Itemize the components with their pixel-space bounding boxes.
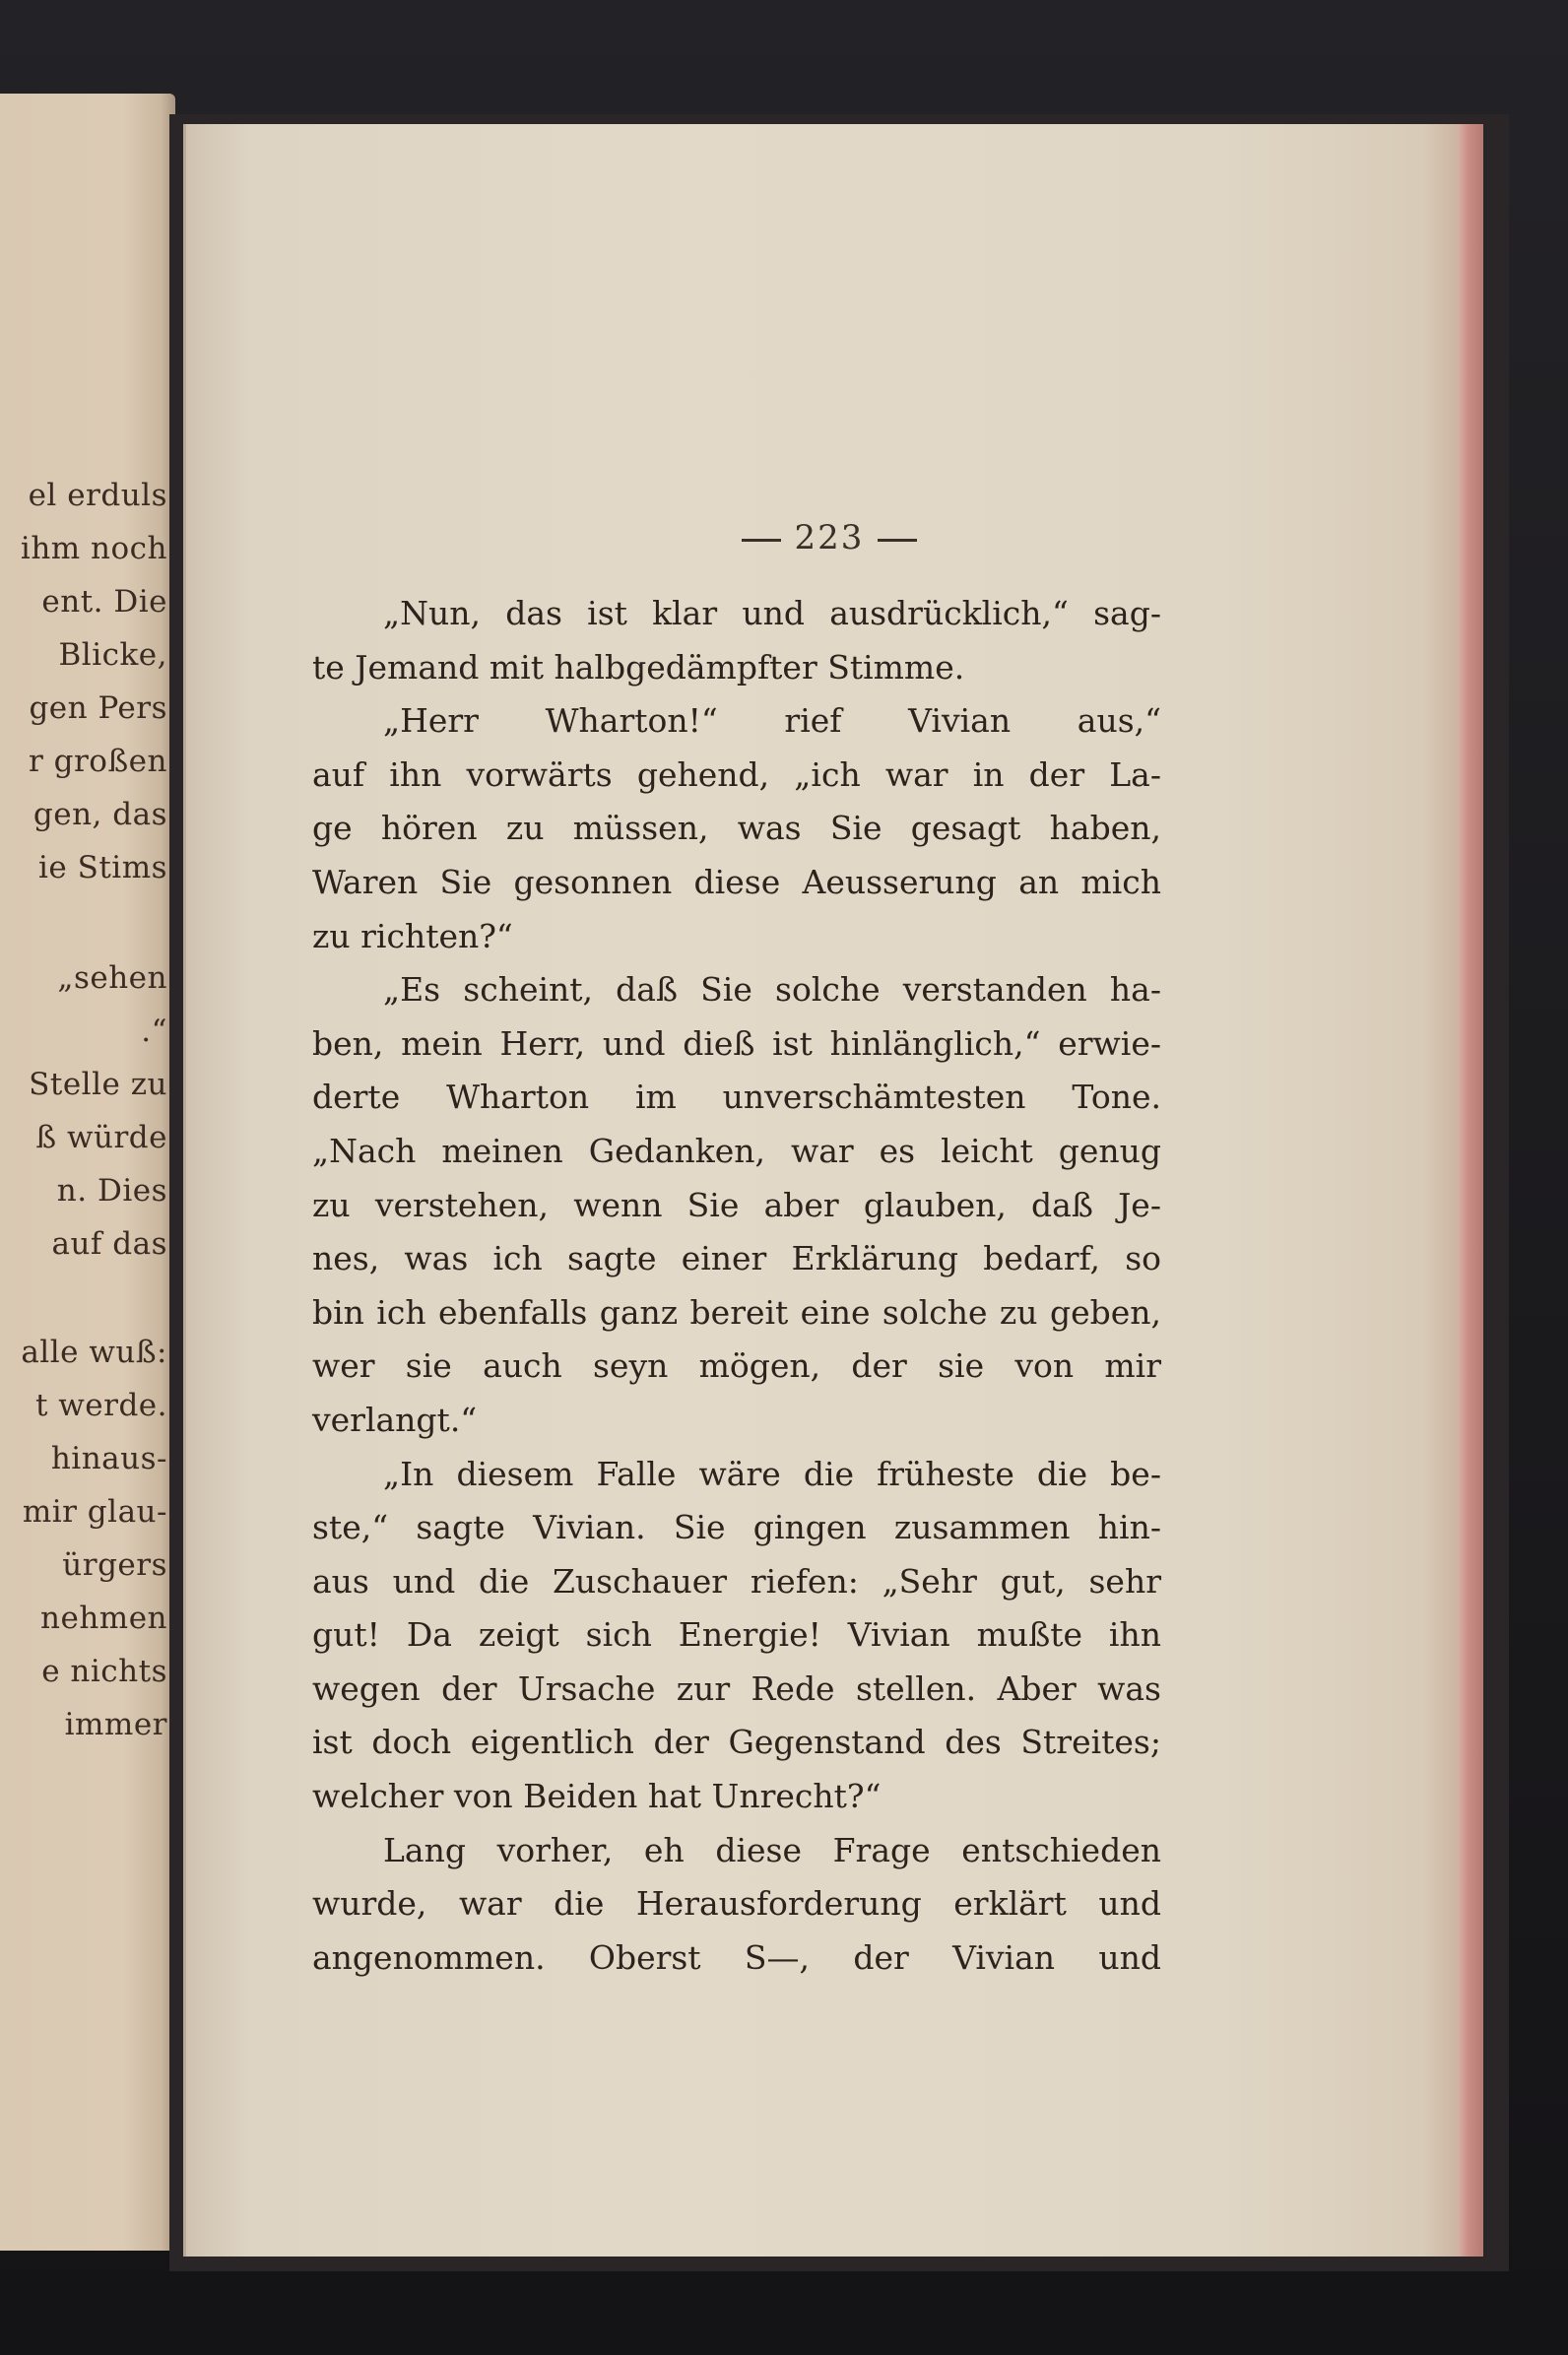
left-page-fragment: mir glau-	[22, 1494, 167, 1530]
text-line: ben, mein Herr, und dieß ist hinlänglich,“ erwie-	[312, 1023, 1161, 1063]
left-page-fragment: auf das	[51, 1226, 167, 1262]
text-line: zu richten?“	[312, 916, 513, 955]
left-page-fragment: t werde.	[34, 1388, 167, 1423]
left-page-fragment: Stelle zu	[29, 1067, 167, 1102]
left-page-fragment: ihm noch	[20, 531, 167, 566]
text-line: te Jemand mit halbgedämpfter Stimme.	[312, 647, 965, 687]
left-page-fragment: el erduls	[28, 478, 167, 513]
text-line: aus und die Zuschauer riefen: „Sehr gut, sehr	[312, 1561, 1161, 1601]
left-page-fragment: hinaus-	[50, 1441, 167, 1476]
text-line: „Nun, das ist klar und ausdrücklich,“ sag-	[383, 594, 1161, 632]
body-text	[312, 587, 1161, 1985]
left-page-fragment: ent. Die	[41, 584, 167, 620]
text-line: „Es scheint, daß Sie solche verstanden ha-	[383, 970, 1161, 1010]
text-line: wegen der Ursache zur Rede stellen. Aber was	[312, 1668, 1161, 1708]
left-page-fragment: Blicke,	[58, 637, 167, 673]
text-line: Waren Sie gesonnen diese Aeusserung an mich	[312, 862, 1161, 901]
page-number-dash	[742, 539, 781, 542]
text-line: ist doch eigentlich der Gegenstand des Streites;	[312, 1723, 1161, 1762]
text-line: wer sie auch seyn mögen, der sie von mir	[312, 1346, 1161, 1386]
text-line: derte Wharton im unverschämtesten Tone.	[312, 1078, 1161, 1117]
text-line: gut! Da zeigt sich Energie! Vivian mußte ihn	[312, 1615, 1161, 1655]
text-line: auf ihn vorwärts gehend, „ich war in der La-	[312, 754, 1161, 794]
text-line: zu verstehen, wenn Sie aber glauben, daß Je-	[312, 1185, 1161, 1224]
text-line: „In diesem Falle wäre die früheste die be-	[383, 1454, 1161, 1493]
left-page-fragment: .“	[141, 1014, 167, 1049]
left-page-fragment: gen, das	[33, 797, 167, 832]
text-line: welcher von Beiden hat Unrecht?“	[312, 1777, 882, 1816]
left-page-fragment: gen Pers	[29, 690, 167, 726]
page-number-dash	[878, 539, 917, 542]
left-page-fragment: „sehen	[57, 960, 167, 996]
text-line: „Herr Wharton!“ rief Vivian aus,“	[383, 701, 1161, 741]
text-line: Lang vorher, eh diese Frage entschieden	[383, 1830, 1161, 1869]
text-line: ge hören zu müssen, was Sie gesagt haben,	[312, 809, 1161, 848]
text-line: verlangt.“	[312, 1400, 478, 1439]
left-page-fragment: ß würde	[35, 1120, 167, 1155]
text-line: nes, was ich sagte einer Erklärung bedarf, so	[312, 1239, 1161, 1278]
text-line: angenommen. Oberst S—, der Vivian und	[312, 1937, 1161, 1977]
left-page	[0, 94, 175, 2251]
left-page-fragment: e nichts	[41, 1654, 167, 1689]
page-edge	[1458, 124, 1483, 2257]
left-page-fragment: ürgers	[62, 1547, 167, 1583]
text-line: bin ich ebenfalls ganz bereit eine solche zu geben,	[312, 1292, 1161, 1332]
right-page	[183, 124, 1472, 2257]
left-page-fragment: n. Dies	[56, 1173, 167, 1209]
text-line: wurde, war die Herausforderung erklärt und	[312, 1884, 1161, 1924]
left-page-fragment: immer	[64, 1707, 167, 1742]
left-page-fragment: alle wuß:	[21, 1335, 167, 1370]
left-page-fragment: nehmen	[40, 1601, 167, 1636]
page-number	[186, 518, 1472, 557]
page-number-text: 223	[794, 518, 865, 557]
text-line: „Nach meinen Gedanken, war es leicht genug	[312, 1131, 1161, 1170]
left-page-fragment: r großen	[28, 744, 167, 779]
left-page-fragment: ie Stims	[37, 850, 167, 885]
text-line: ste,“ sagte Vivian. Sie gingen zusammen hin-	[312, 1508, 1161, 1547]
